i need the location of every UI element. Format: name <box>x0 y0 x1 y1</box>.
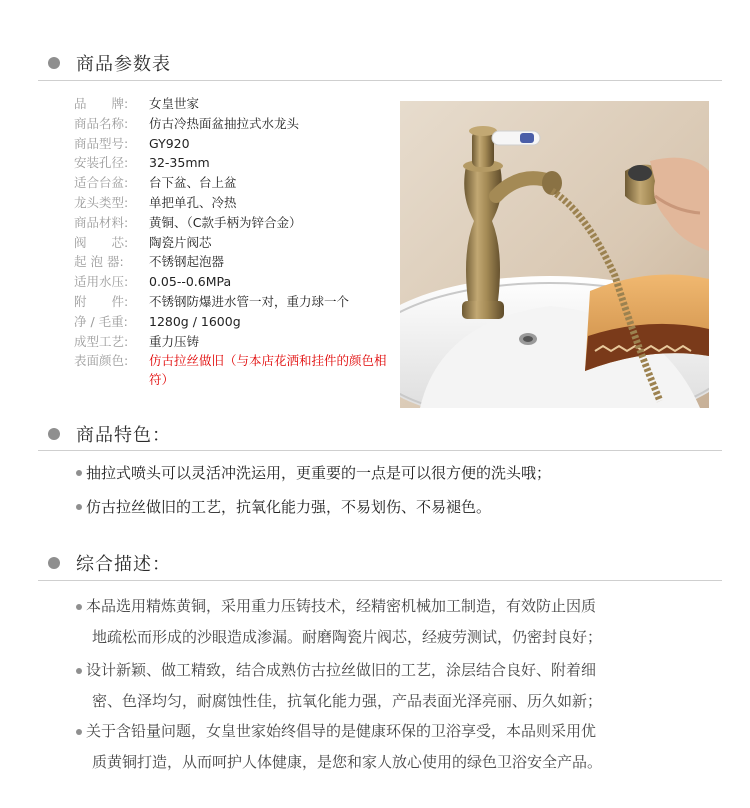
param-row-type <box>74 193 399 213</box>
param-value: 32-35mm <box>149 155 210 171</box>
param-label: 商品名称: <box>74 115 129 131</box>
param-value: GY920 <box>149 135 190 151</box>
param-label: 品 牌: <box>74 96 129 111</box>
feature-item <box>76 496 491 517</box>
param-label: 阀 芯: <box>74 234 129 250</box>
product-photo <box>400 101 709 408</box>
param-row-model <box>74 134 399 154</box>
param-value: 重力压铸 <box>149 333 200 349</box>
divider <box>38 80 722 81</box>
param-value: 仿古冷热面盆抽拉式水龙头 <box>149 115 300 131</box>
param-value-highlight: 仿古拉丝做旧（与本店花洒和挂件的颜色相符） <box>149 353 387 388</box>
description-text: 密、色泽均匀，耐腐蚀性佳，抗氧化能力强，产品表面光泽亮丽、历久如新； <box>92 692 603 710</box>
param-label: 表面颜色: <box>74 353 129 369</box>
section-title: 商品特色： <box>76 425 171 446</box>
divider <box>38 580 722 581</box>
description-text: 质黄铜打造，从而呵护人体健康，是您和家人放心使用的绿色卫浴安全产品。 <box>92 753 603 771</box>
divider <box>38 450 722 451</box>
param-label: 起 泡 器: <box>74 254 124 270</box>
description-paragraph <box>76 716 716 778</box>
param-row-accessories <box>74 292 399 312</box>
section-features-heading <box>48 421 171 447</box>
param-row-process <box>74 332 399 352</box>
description-paragraph <box>76 591 716 653</box>
param-label: 适用水压: <box>74 274 129 290</box>
section-bullet-icon <box>48 557 60 569</box>
param-row-surface-color <box>74 351 399 389</box>
section-params-heading <box>48 50 171 76</box>
param-row-valve <box>74 233 399 253</box>
param-row-weight <box>74 312 399 332</box>
bullet-icon <box>76 604 82 610</box>
param-value: 不锈钢防爆进水管一对，重力球一个 <box>149 293 350 309</box>
param-label: 商品材料: <box>74 214 129 230</box>
bullet-icon <box>76 668 82 674</box>
param-label: 适合台盆: <box>74 175 129 191</box>
param-value: 不锈钢起泡器 <box>149 254 225 270</box>
param-row-pressure <box>74 272 399 292</box>
section-desc-heading <box>48 550 171 576</box>
param-value: 0.05--0.6MPa <box>149 274 232 290</box>
feature-text: 仿古拉丝做旧的工艺，抗氧化能力强，不易划伤、不易褪色。 <box>86 498 492 516</box>
param-row-basin <box>74 173 399 193</box>
section-title: 商品参数表 <box>76 54 171 75</box>
bullet-icon <box>76 729 82 735</box>
param-row-name <box>74 114 399 134</box>
param-label: 龙头类型: <box>74 194 129 210</box>
bullet-icon <box>76 504 82 510</box>
param-row-material <box>74 213 399 233</box>
description-text: 本品选用精炼黄铜，采用重力压铸技术，经精密机械加工制造，有效防止因质 <box>86 597 597 615</box>
bullet-icon <box>76 470 82 476</box>
section-title: 综合描述： <box>76 554 171 575</box>
param-row-hole <box>74 153 399 173</box>
description-text: 设计新颖、做工精致，结合成熟仿古拉丝做旧的工艺，涂层结合良好、附着细 <box>86 661 597 679</box>
param-value: 陶瓷片阀芯 <box>149 234 212 250</box>
description-text: 关于含铅量问题，女皇世家始终倡导的是健康环保的卫浴享受，本品则采用优 <box>86 722 597 740</box>
feature-item <box>76 462 551 483</box>
param-label: 安装孔径: <box>74 155 129 171</box>
param-row-aerator <box>74 252 399 272</box>
param-value: 女皇世家 <box>149 96 200 111</box>
description-text: 地疏松而形成的沙眼造成渗漏。耐磨陶瓷片阀芯，经疲劳测试，仍密封良好； <box>92 628 603 646</box>
param-label: 成型工艺: <box>74 333 129 349</box>
param-row-brand <box>74 94 399 114</box>
param-value: 单把单孔、冷热 <box>149 194 237 210</box>
description-paragraph <box>76 655 716 717</box>
section-bullet-icon <box>48 57 60 69</box>
feature-text: 抽拉式喷头可以灵活冲洗运用，更重要的一点是可以很方便的洗头哦； <box>86 464 552 482</box>
param-value: 黄铜、（C款手柄为锌合金） <box>149 214 302 230</box>
param-label: 净 / 毛重: <box>74 313 128 329</box>
param-table <box>74 94 399 389</box>
param-label: 商品型号: <box>74 135 129 151</box>
param-value: 1280g / 1600g <box>149 313 241 329</box>
section-bullet-icon <box>48 428 60 440</box>
param-value: 台下盆、台上盆 <box>149 175 237 191</box>
param-label: 附 件: <box>74 293 129 309</box>
